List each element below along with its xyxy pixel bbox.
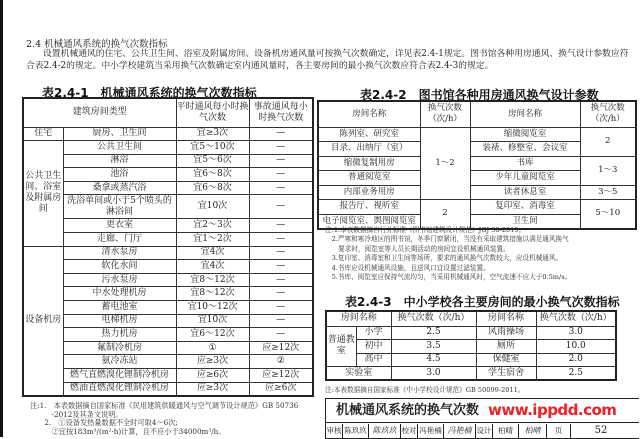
table-row: [23, 233, 313, 247]
table-cell: —: [249, 154, 313, 168]
table2-title: 表2.4-2 图书馆各种用房通风换气设计参数: [360, 88, 599, 102]
table-cell: —: [249, 301, 313, 315]
table-cell: 目录、出纳厅（室）: [318, 142, 420, 157]
title-block-title: 机械通风系统的换气次数: [326, 399, 639, 423]
table-cell: 学生宿舍: [476, 367, 536, 381]
table-cell: 4.5: [391, 353, 476, 367]
table-cell: 宜5～6次: [176, 154, 249, 168]
note-line: 2.严寒和寒冷地区的图书馆，冬季门窗紧闭，当没有采取建筑措施以满足通风换气: [325, 235, 569, 244]
table-cell: 桑拿或蒸汽浴: [63, 181, 176, 195]
table-row: [326, 353, 616, 367]
table-cell: 复印室、消毒室: [470, 200, 580, 215]
header-cell: 房间名称: [476, 311, 536, 326]
table-cell: 书库: [470, 156, 580, 171]
note-line: ②宜按183m³/(m²·h)计算，且不应小于34000m³/h。: [30, 426, 226, 436]
table-cell: 风雨操场: [476, 326, 536, 340]
table-cell: 应≥12次: [249, 341, 313, 355]
table-row: [23, 260, 313, 274]
table-cell: 小学: [356, 326, 391, 340]
note-line: 3.复印室、消毒室和卫生间等场所，要求的通风换气次数较大，应设机械通风。: [325, 254, 563, 263]
table-row: [23, 355, 313, 369]
table-cell: 陈列室、研究室: [318, 127, 420, 142]
table-cell: 氨冷冻站: [63, 355, 176, 369]
table-cell: 缩微阅览室: [470, 127, 580, 142]
table-cell: 3～5: [580, 185, 636, 200]
table-cell: 宜10次: [176, 195, 249, 219]
table-cell: 应≥3次: [176, 355, 249, 369]
table-row: [318, 185, 636, 200]
header-cell: 换气次数（次/h）: [391, 311, 476, 326]
table-cell: 报告厅、视听室: [318, 200, 420, 215]
table-cell: 2.5: [391, 326, 476, 340]
table-cell: 内部业务用房: [318, 185, 420, 200]
table2-notes: [325, 226, 635, 282]
table-cell: 2: [420, 200, 470, 229]
table-row: [326, 326, 616, 340]
table-cell: 公共卫生间、浴室及附属房间: [23, 141, 63, 247]
table-row: [23, 314, 313, 328]
header-row: [23, 98, 313, 127]
table-cell: 燃油直燃溴化锂制冷机房: [63, 382, 176, 396]
check-label: 校对: [401, 424, 418, 438]
table-cell: 宜2～3次: [176, 219, 249, 233]
table-cell: 2.0: [536, 353, 616, 367]
header-cell: 房间名称: [318, 101, 420, 127]
table-cell: 宜≥3次: [176, 127, 249, 141]
table-cell: 应≥6次: [249, 382, 313, 396]
table-cell: 池浴: [63, 168, 176, 182]
table-cell: 读者休息室: [470, 185, 580, 200]
watermark: www.ippdd.com: [488, 401, 617, 419]
table-cell: 宜8～12次: [176, 273, 249, 287]
header-cell: 建筑房间类型: [23, 98, 176, 127]
table-cell: 厨房、卫生间: [63, 127, 176, 141]
table-cell: 住宅: [23, 127, 63, 141]
table-row: [23, 382, 313, 396]
table-cell: —: [249, 287, 313, 301]
reviewer-signature: 陈玖玖: [369, 424, 401, 438]
table-cell: 5～10: [580, 200, 636, 229]
table-row: [23, 168, 313, 182]
table-cell: 厕所: [476, 340, 536, 354]
header-row: [326, 311, 616, 326]
table-cell: 走廊、门厅: [63, 233, 176, 247]
table-cell: 3.0: [391, 367, 476, 381]
table-row: [23, 246, 313, 260]
review-label: 审核: [326, 424, 343, 438]
table-row: [23, 301, 313, 315]
header-cell: 换气次数（次/h）: [420, 101, 470, 127]
reviewer-name: 陈玖玖: [343, 424, 369, 438]
table-cell: 洗浴单间或小于5个喷头的淋浴间: [63, 195, 176, 219]
checker-signature: 冯艳楠: [444, 424, 476, 438]
table-cell: 宜10～12次: [176, 301, 249, 315]
table-cell: 3.0: [536, 326, 616, 340]
table2: [317, 100, 637, 230]
table-row: [23, 195, 313, 219]
table-cell: 中水处理机房: [63, 287, 176, 301]
table-cell: 宜8～12次: [176, 287, 249, 301]
table-cell: —: [249, 168, 313, 182]
table-cell: 宜4次: [176, 246, 249, 260]
table-row: [23, 141, 313, 155]
table-cell: 应≥6次: [176, 369, 249, 383]
header-cell: 房间名称: [326, 311, 391, 326]
page-edge: [0, 0, 3, 437]
table-cell: 少年儿童阅览室: [470, 171, 580, 186]
table-cell: 实验室: [326, 367, 391, 381]
table-cell: 电梯机房: [63, 314, 176, 328]
table-row: [23, 154, 313, 168]
table-cell: 普通阅览室: [318, 171, 420, 186]
table-row: [318, 200, 636, 215]
table-cell: 清水泵房: [63, 246, 176, 260]
table-cell: 宜6～12次: [176, 328, 249, 342]
table-cell: 2.5: [536, 367, 616, 381]
table-cell: 蓄电池室: [63, 301, 176, 315]
table-row: [23, 273, 313, 287]
table3: [325, 310, 617, 381]
table-cell: 氟制冷机房: [63, 341, 176, 355]
table-row: [318, 156, 636, 171]
table-cell: 公共卫生间: [63, 141, 176, 155]
table-cell: —: [249, 195, 313, 219]
table-row: [23, 328, 313, 342]
table-row: [23, 127, 313, 141]
table-cell: ②: [249, 355, 313, 369]
table-cell: —: [249, 141, 313, 155]
table-cell: 设备机房: [23, 246, 63, 396]
table-cell: 淋浴: [63, 154, 176, 168]
table-cell: 宜1～2次: [176, 233, 249, 247]
intro-paragraph: 设置机械通风的住宅、公共卫生间、浴室及附属房间、设备机房通风量可按换气次数确定，详见表2.4-1规定。图书馆各种用房通风、换气设计参数应符合表2.4-2的规定。中小学校建筑当采用换气次数确定室内通风量时，各主要房间的最小换气次数应符合表2.4-3的规定。: [26, 49, 629, 71]
table-cell: —: [249, 219, 313, 233]
table1-notes: [30, 402, 318, 436]
table-cell: 热力机房: [63, 328, 176, 342]
note-line: 2. ①设备发热量数据不全时可取4～6次;: [30, 418, 178, 428]
table-cell: 应≥3次: [176, 382, 249, 396]
table-cell: —: [249, 328, 313, 342]
table-cell: 宜10次: [176, 314, 249, 328]
table-cell: 燃气直燃溴化锂制冷机房: [63, 369, 176, 383]
table-cell: 更衣室: [63, 219, 176, 233]
table-cell: 电子阅览室、舆图阅览室: [318, 214, 420, 229]
table-cell: ①: [176, 341, 249, 355]
page-number: 52: [594, 425, 608, 436]
note-line: -2012及其条文说明。: [30, 409, 123, 419]
table3-notes: [325, 386, 625, 395]
note-line: 注:本表数据摘自国家标准《中小学校设计规范》GB 50099-2011。: [325, 386, 525, 394]
checker-name: 冯艳楠: [418, 424, 444, 438]
table-cell: 卫生间: [470, 214, 580, 229]
table-row: [326, 340, 616, 354]
table-row: [23, 181, 313, 195]
table-cell: 宜6～8次: [176, 168, 249, 182]
table-row: [318, 127, 636, 142]
designer-name: 柏晴: [493, 424, 519, 438]
table-cell: 高中: [356, 353, 391, 367]
table1: [22, 97, 314, 397]
table-cell: 初中: [356, 340, 391, 354]
note-line: 要求时，阅览室等人员长期活动的房间宜设机械通风装置。: [325, 244, 510, 253]
table-cell: —: [249, 246, 313, 260]
table-row: [23, 219, 313, 233]
header-cell: 事故通风每小时换气次数: [249, 98, 313, 127]
table-cell: 普通教室: [326, 326, 356, 367]
design-label: 设计: [476, 424, 493, 438]
table-cell: —: [249, 181, 313, 195]
header-cell: 换气次数（次/h）: [536, 311, 616, 326]
note-line: 注:1.本表数据摘自行业标准《图书馆建筑设计规范》JGJ 38-2015。: [325, 226, 526, 234]
note-line: 4.书库应设机械通风设施，且送风口宜设置过滤装置。: [325, 263, 490, 272]
page-label: 页: [547, 424, 571, 438]
table-row: [23, 287, 313, 301]
table-cell: 污水泵房: [63, 273, 176, 287]
table-cell: 宜6～8次: [176, 181, 249, 195]
table-cell: 应≥12次: [249, 369, 313, 383]
table-row: [326, 367, 616, 381]
table3-title: 表2.4-3 中小学校各主要房间的最小换气次数指标: [345, 295, 620, 309]
table-cell: 宜5～10次: [176, 141, 249, 155]
table-cell: 软化水间: [63, 260, 176, 274]
table-cell: 2: [580, 127, 636, 156]
table-cell: 宜4次: [176, 260, 249, 274]
table-cell: —: [249, 233, 313, 247]
note-line: 注:1. 本表数据摘自国家标准《民用建筑供暖通风与空气调节设计规范》GB 50736: [30, 401, 299, 410]
table-cell: 装裱、修整室、会议室: [470, 142, 580, 157]
designer-signature: 柏晴: [519, 424, 547, 438]
table-row: [23, 369, 313, 383]
table-cell: —: [249, 273, 313, 287]
table-cell: 缩微复制用房: [318, 156, 420, 171]
table-cell: —: [249, 260, 313, 274]
header-cell: 房间名称: [470, 101, 580, 127]
table1-title: 表2.4-1 机械通风系统的换气次数指标: [42, 86, 257, 100]
table-cell: —: [249, 314, 313, 328]
table-cell: 3.5: [391, 340, 476, 354]
table-cell: 10.0: [536, 340, 616, 354]
header-cell: 换气次数（次/h）: [580, 101, 636, 127]
table-cell: 1～3: [580, 156, 636, 185]
header-cell: 平时通风每小时换气次数: [176, 98, 249, 127]
header-row: [318, 101, 636, 127]
note-line: 5.书库、阅览室应保持气流均匀，当采用机械通风时，空气流速不应大于0.5m/s。: [325, 273, 572, 282]
table-row: [23, 341, 313, 355]
table-cell: 1～2: [420, 127, 470, 200]
table-cell: 保健室: [476, 353, 536, 367]
section-title: 2.4 机械通风系统的换气次数指标: [26, 39, 168, 50]
table-cell: —: [249, 127, 313, 141]
